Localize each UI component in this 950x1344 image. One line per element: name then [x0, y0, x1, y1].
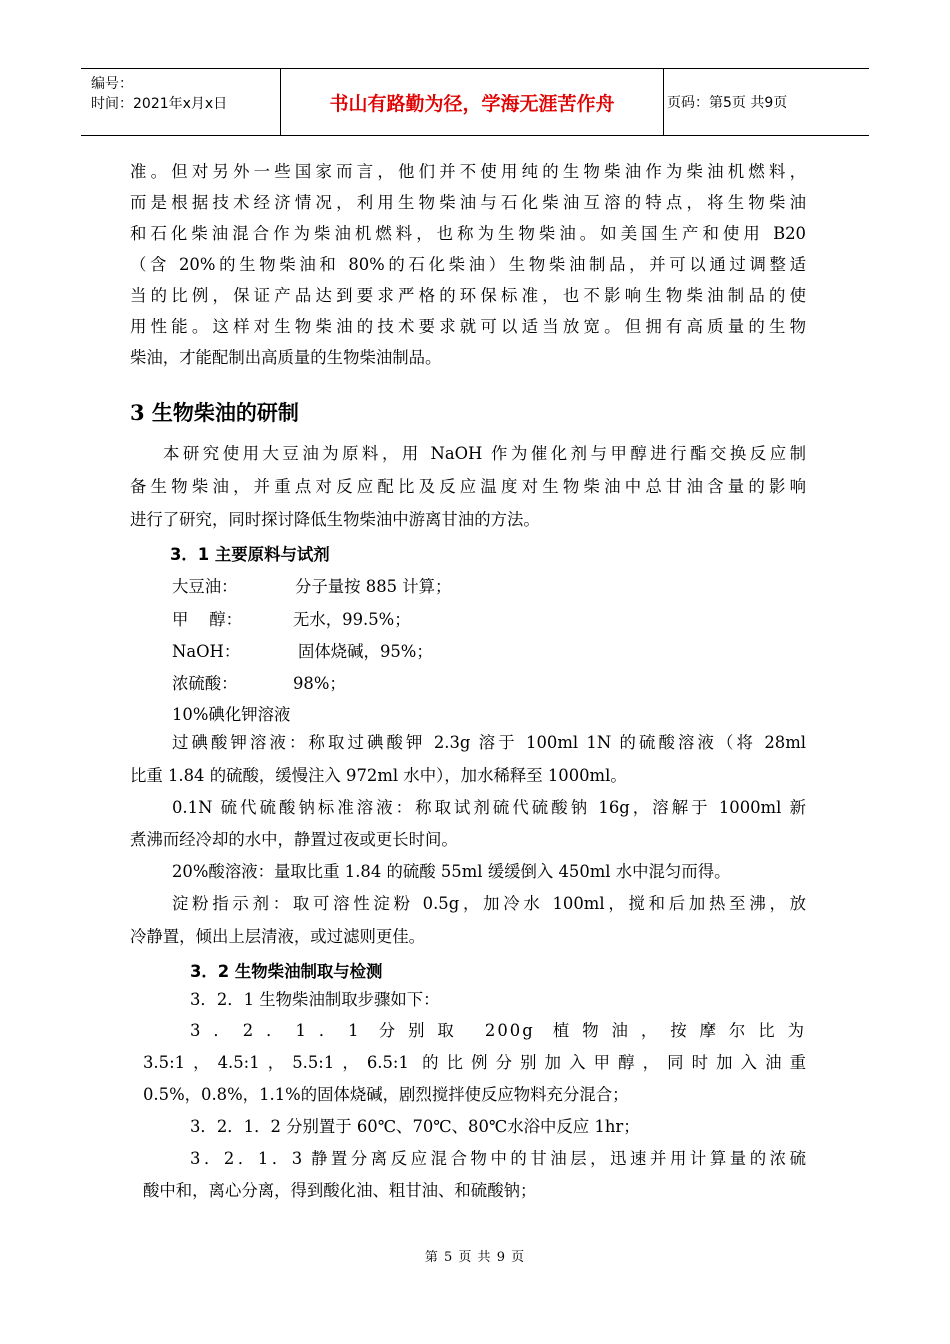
step-3212: 3．2．1．2 分别置于 60℃、70℃、80℃水浴中反应 1hr； [190, 1117, 640, 1136]
material-desc: 无水，99.5%； [293, 610, 411, 629]
text-line: 酸中和，离心分离，得到酸化油、粗甘油、和硫酸钠； [143, 1181, 537, 1200]
subsection-heading: 3．2 生物柴油制取与检测 [190, 962, 383, 981]
reagent-acid: 20%酸溶液：量取比重 1.84 的硫酸 55ml 缓缓倒入 450ml 水中混匀而得。 [172, 862, 731, 881]
text-line: （含 20%的生物柴油和 80%的石化柴油）生物柴油制品，并可以通过调整适 [130, 255, 806, 274]
reagent-line: 10%碘化钾溶液 [172, 705, 291, 724]
material-desc: 分子量按 885 计算； [295, 577, 452, 596]
material-desc: 固体烧碱，95%； [298, 642, 433, 661]
subsection-heading: 3．1 主要原料与试剂 [170, 545, 330, 564]
text-line: 当的比例，保证产品达到要求严格的环保标准，也不影响生物柴油制品的使 [130, 286, 806, 305]
header-page-info [665, 69, 869, 135]
text-line: 淀粉指示剂：取可溶性淀粉 0.5g，加冷水 100ml，搅和后加热至沸，放 [172, 894, 806, 913]
page-info-text: 页码：第5页 共9页 [667, 95, 788, 111]
text-line: 准。但对另外一些国家而言，他们并不使用纯的生物柴油作为柴油机燃料， [130, 162, 806, 181]
material-name: 浓硫酸： [172, 674, 238, 693]
material-name: 大豆油： [172, 577, 238, 596]
step-heading: 3．2．1 生物柴油制取步骤如下： [190, 990, 440, 1009]
text-line: 0.5%，0.8%，1.1%的固体烧碱，剧烈搅拌使反应物料充分混合； [143, 1085, 629, 1104]
number-label: 编号： [91, 76, 133, 92]
page-footer: 第 5 页 共 9 页 [424, 1250, 526, 1265]
text-line: 3．2．1．1 分别取 200g 植物油，按摩尔比为 [190, 1021, 806, 1040]
text-line: 备生物柴油，并重点对反应配比及反应温度对生物柴油中总甘油含量的影响 [130, 477, 806, 496]
material-name: NaOH： [172, 642, 241, 661]
text-line: 煮沸而经冷却的水中，静置过夜或更长时间。 [130, 830, 458, 849]
page-header [81, 68, 869, 136]
text-line: 3．2．1．3 静置分离反应混合物中的甘油层，迅速并用计算量的浓硫 [190, 1149, 806, 1168]
text-line: 比重 1.84 的硫酸，缓慢注入 972ml 水中），加水稀释至 1000ml。 [130, 766, 627, 785]
material-name: 甲 醇： [172, 610, 243, 629]
text-line: 过碘酸钾溶液：称取过碘酸钾 2.3g 溶于 100ml 1N 的硫酸溶液（将 28ml [172, 733, 806, 752]
text-line: 0.1N 硫代硫酸钠标准溶液：称取试剂硫代硫酸钠 16g，溶解于 1000ml 新 [172, 798, 806, 817]
header-meta [81, 69, 280, 135]
text-line: 而是根据技术经济情况，利用生物柴油与石化柴油互溶的特点，将生物柴油 [130, 193, 806, 212]
section-heading: 3 生物柴油的研制 [130, 400, 299, 425]
text-line: 和石化柴油混合作为柴油机燃料，也称为生物柴油。如美国生产和使用 B20 [130, 224, 806, 243]
time-label: 时间：2021年x月x日 [91, 96, 228, 112]
text-line: 柴油，才能配制出高质量的生物柴油制品。 [130, 348, 442, 367]
header-divider [663, 69, 664, 135]
text-line: 本研究使用大豆油为原料，用 NaOH 作为催化剂与甲醇进行酯交换反应制 [163, 444, 806, 463]
text-line: 用性能。这样对生物柴油的技术要求就可以适当放宽。但拥有高质量的生物 [130, 317, 806, 336]
text-line: 冷静置，倾出上层清液，或过滤则更佳。 [130, 927, 426, 946]
header-motto: 书山有路勤为径，学海无涯苦作舟 [329, 92, 615, 115]
material-desc: 98%； [293, 674, 346, 693]
text-line: 3.5:1，4.5:1，5.5:1，6.5:1 的比例分别加入甲醇，同时加入油重 [143, 1053, 806, 1072]
text-line: 进行了研究，同时探讨降低生物柴油中游离甘油的方法。 [130, 510, 540, 529]
